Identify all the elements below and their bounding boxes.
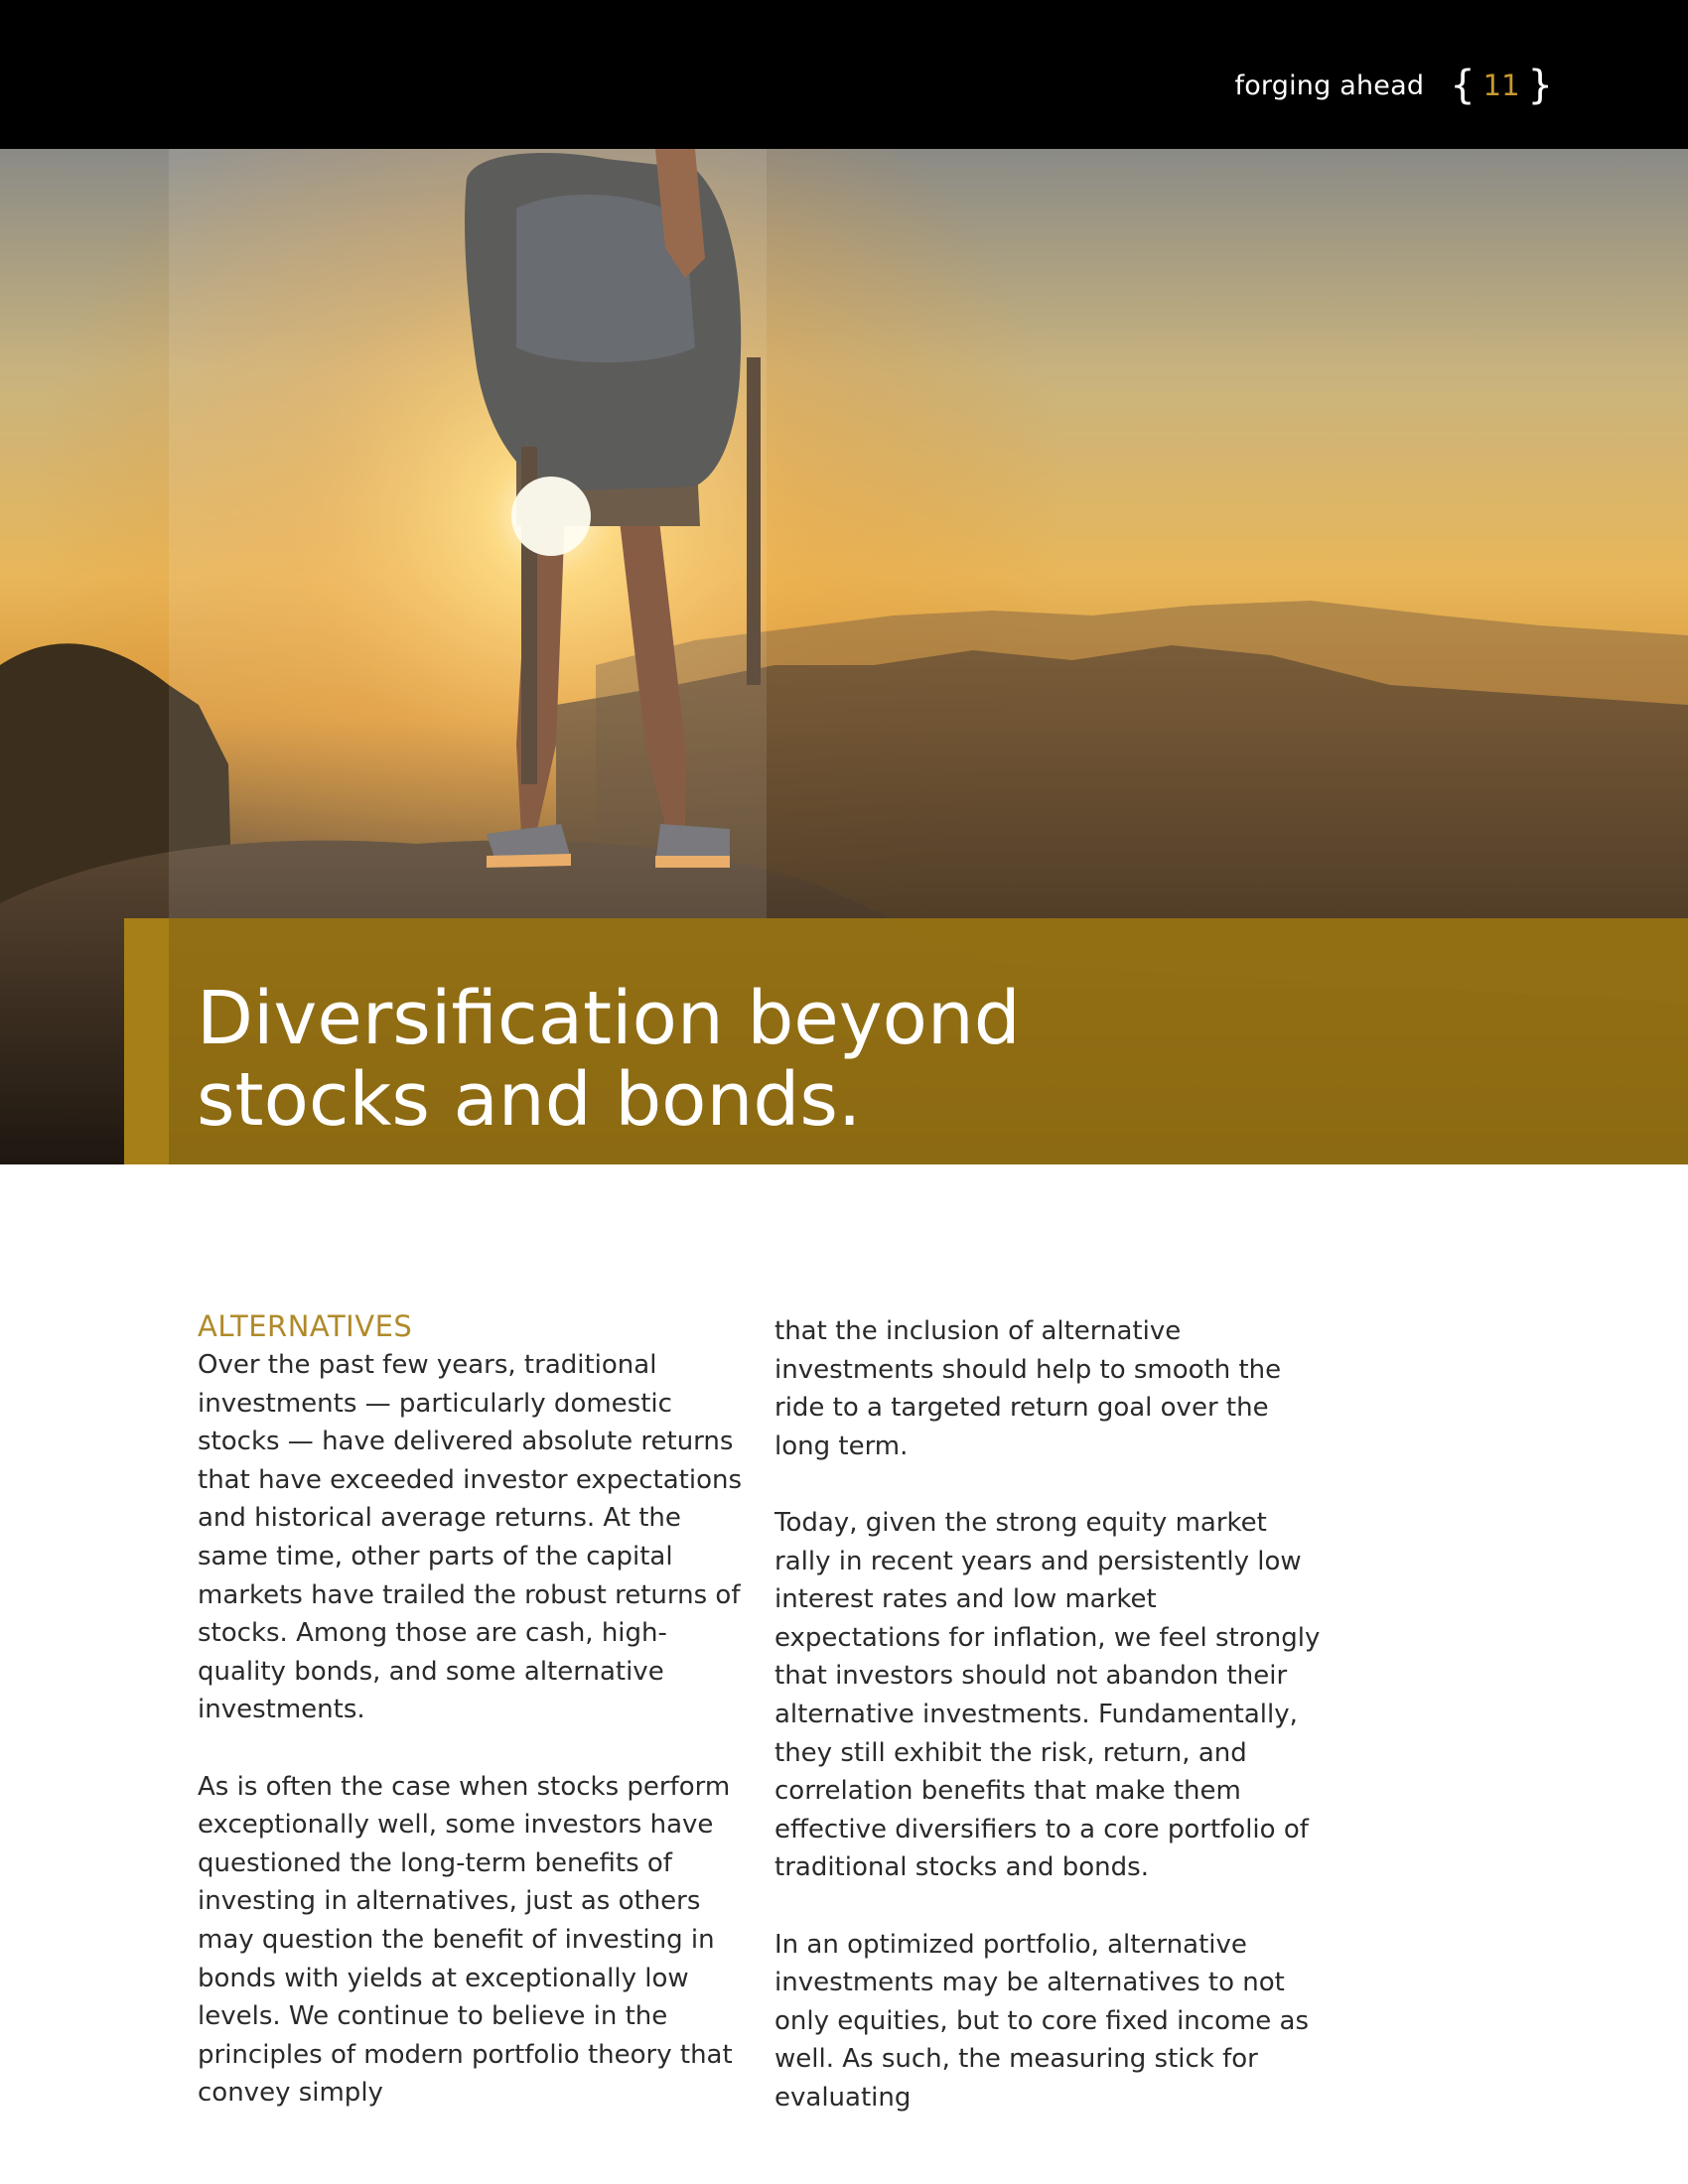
- left-column: [198, 1308, 749, 2113]
- paragraph: As is often the case when stocks perform exceptionally well, some investors have questioned the long-term benefits of investing in alternatives, just as others may question the benefit of investing in bonds with yields at exceptionally low levels. We continue to believe in the principles of modern portfolio theory that convey simply: [198, 1771, 733, 2109]
- running-header: [1235, 56, 1554, 115]
- brace-close: }: [1527, 63, 1553, 108]
- headline-line-2: stocks and bonds.: [197, 1057, 862, 1143]
- paragraph: Over the past few years, traditional investments — particularly domestic stocks — have delivered absolute returns that have exceeded investor expectations and historical average returns. At the same time, other parts of the capital markets have trailed the robust returns of stocks. Among those are cash, high-quality bonds, and some alternative investments.: [198, 1350, 743, 1725]
- headline: [197, 978, 1090, 1141]
- paragraph: In an optimized portfolio, alternative investments may be alternatives to not only equities, but to core fixed income as well. As such, the measuring stick for evaluating: [774, 1929, 1310, 2113]
- page-number: 11: [1482, 68, 1520, 102]
- gold-accent-bar: [124, 918, 169, 1164]
- headline-line-1: Diversification beyond: [197, 976, 1021, 1061]
- paragraph: Today, given the strong equity market rally in recent years and persistently low interest rates and low market expectations for inflation, we feel strongly that investors should not abandon their alternative investments. Fundamentally, they still exhibit the risk, return, and correlation benefits that make them effective diversifiers to a core portfolio of traditional stocks and bonds.: [774, 1507, 1321, 1883]
- section-label: ALTERNATIVES: [198, 1309, 413, 1343]
- right-column: [774, 1312, 1326, 2116]
- running-header-title: forging ahead: [1234, 69, 1425, 101]
- photo-frame-overlay: [169, 149, 767, 918]
- brace-open: {: [1450, 63, 1476, 108]
- paragraph: that the inclusion of alternative investments should help to smooth the ride to a targeted return goal over the long term.: [774, 1316, 1282, 1461]
